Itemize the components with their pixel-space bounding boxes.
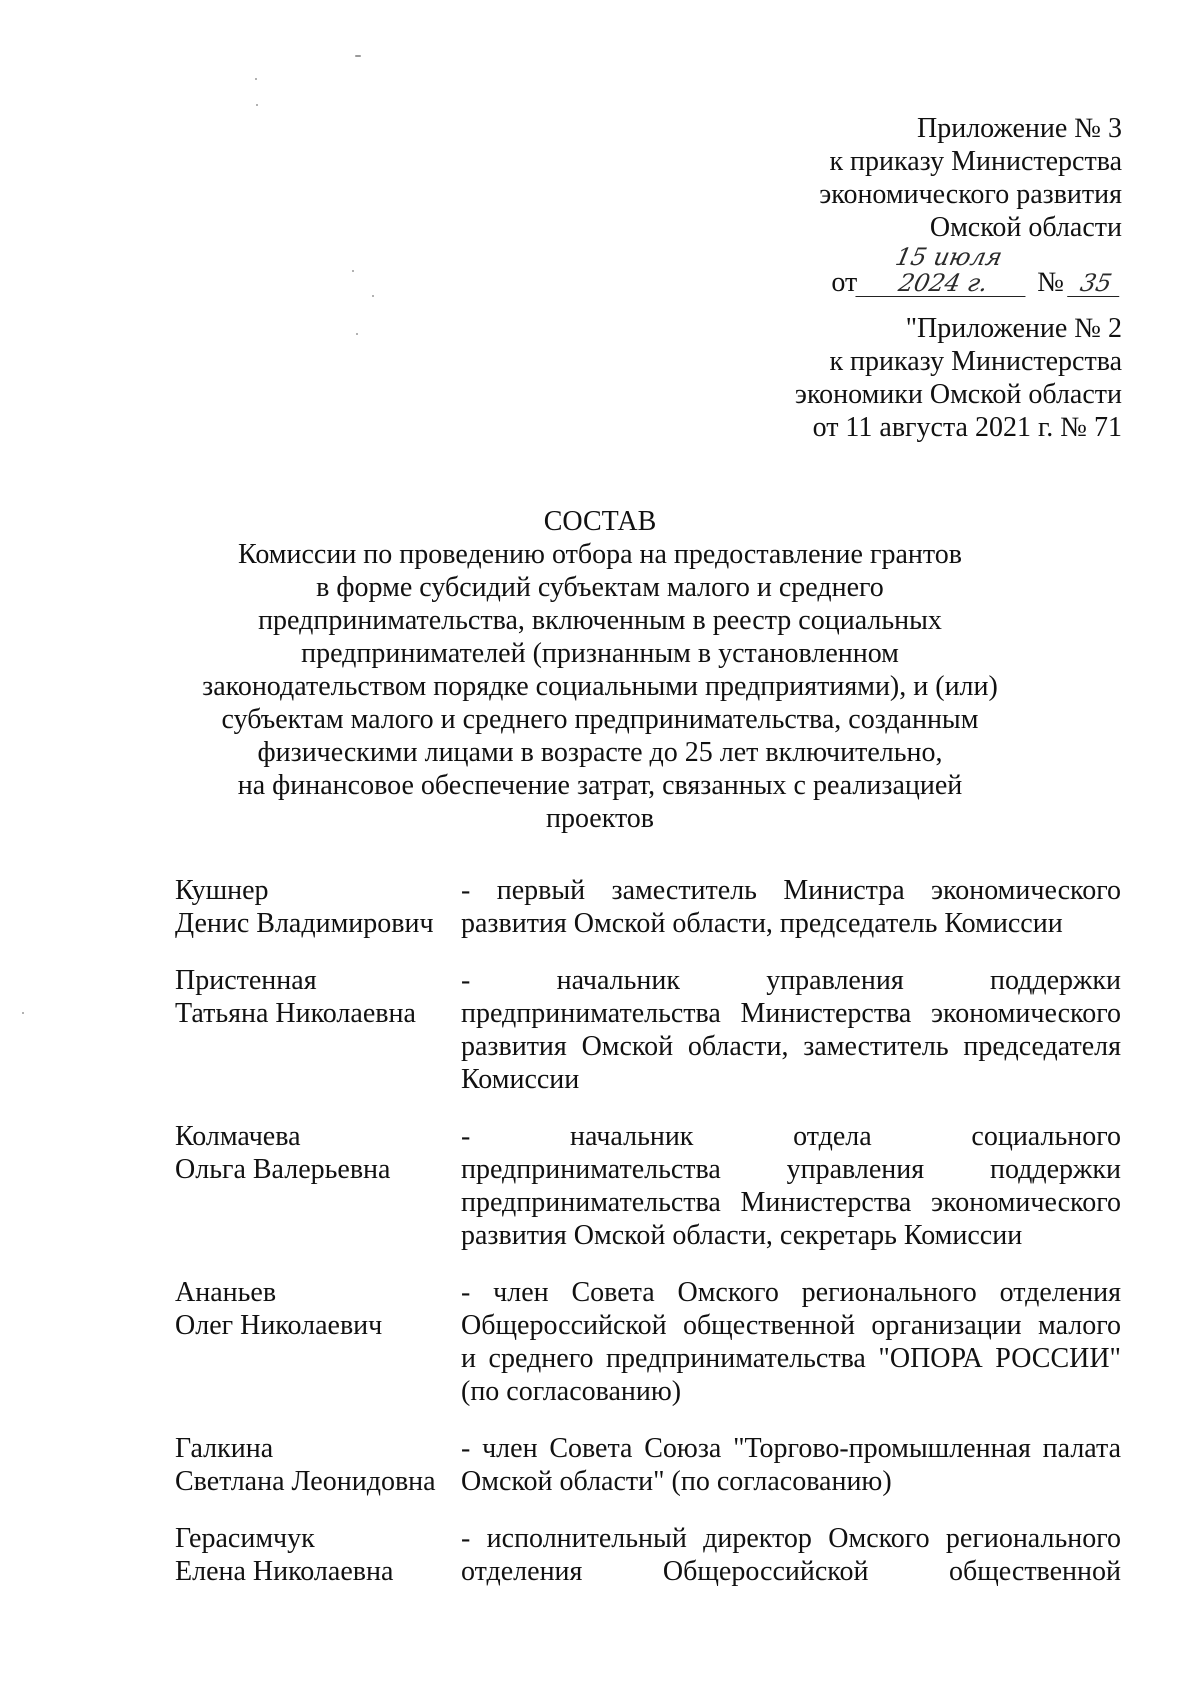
member-role-line: - начальник отдела социального xyxy=(461,1121,1121,1152)
title-line: на финансовое обеспечение затрат, связанных с реализацией xyxy=(237,770,963,801)
handwritten-date: 15 июля 2024 г. xyxy=(856,244,1037,297)
member-given-name: Ольга Валерьевна xyxy=(175,1154,391,1185)
commission-members-list xyxy=(175,874,1121,1612)
prev-appendix-ministry: экономики Омской области xyxy=(794,379,1122,410)
member-role-line: предпринимательства Министерства экономического xyxy=(461,1187,1121,1218)
appendix-order-date-line xyxy=(819,244,1122,299)
member-role-line: Омской области" (по согласованию) xyxy=(461,1466,892,1497)
member-row xyxy=(175,874,1121,940)
scan-speck xyxy=(22,1012,24,1014)
document-title xyxy=(200,505,1000,835)
member-row xyxy=(175,964,1121,1096)
scan-speck xyxy=(256,104,258,106)
member-row xyxy=(175,1432,1121,1498)
member-role-line: предпринимательства Министерства экономического xyxy=(461,998,1121,1029)
member-surname: Пристенная xyxy=(175,965,317,996)
appendix-order-ref: к приказу Министерства xyxy=(829,146,1122,177)
appendix-region: Омской области xyxy=(929,212,1122,243)
member-role-line: - член Совета Омского регионального отделения xyxy=(461,1277,1121,1308)
member-role-line: (по согласованию) xyxy=(461,1376,682,1407)
appendix-ministry: экономического развития xyxy=(819,179,1122,210)
date-prefix: от xyxy=(831,267,858,298)
member-given-name: Денис Владимирович xyxy=(175,908,434,939)
scan-speck xyxy=(355,55,361,57)
appendix-header-previous xyxy=(795,312,1122,444)
member-surname: Колмачева xyxy=(175,1121,301,1152)
member-role xyxy=(461,874,1121,940)
member-name xyxy=(175,1432,461,1498)
member-surname: Ананьев xyxy=(175,1277,277,1308)
member-row xyxy=(175,1276,1121,1408)
title-line: законодательством порядке социальными предприятиями), и (или) xyxy=(202,671,998,702)
title-line: Комиссии по проведению отбора на предоставление грантов xyxy=(238,539,962,570)
prev-appendix-number: "Приложение № 2 xyxy=(905,313,1122,344)
member-role-line: - исполнительный директор Омского регионального xyxy=(461,1523,1121,1554)
member-role xyxy=(461,964,1121,1096)
member-given-name: Олег Николаевич xyxy=(175,1310,383,1341)
member-role-line: - первый заместитель Министра экономического xyxy=(461,875,1121,906)
member-surname: Герасимчук xyxy=(175,1523,315,1554)
scan-speck xyxy=(356,333,358,335)
member-given-name: Татьяна Николаевна xyxy=(175,998,416,1029)
title-heading: СОСТАВ xyxy=(543,506,657,537)
number-prefix: № xyxy=(1037,267,1064,298)
member-role-line: Общероссийской общественной организации малого xyxy=(461,1310,1121,1341)
member-role-line: - начальник управления поддержки xyxy=(461,965,1121,996)
title-line: физическими лицами в возрасте до 25 лет включительно, xyxy=(257,737,943,768)
member-row xyxy=(175,1120,1121,1252)
member-role-line: развития Омской области, секретарь Комиссии xyxy=(461,1220,1023,1251)
member-given-name: Светлана Леонидовна xyxy=(175,1466,436,1497)
member-role xyxy=(461,1276,1121,1408)
member-role xyxy=(461,1120,1121,1252)
title-line: проектов xyxy=(545,803,655,834)
scan-speck xyxy=(352,270,354,272)
title-line: предпринимателей (признанным в установленном xyxy=(301,638,899,669)
member-surname: Кушнер xyxy=(175,875,269,906)
prev-appendix-order-ref: к приказу Министерства xyxy=(829,346,1122,377)
scan-speck xyxy=(372,295,374,297)
title-line: субъектам малого и среднего предпринимательства, созданным xyxy=(221,704,979,735)
member-role-line: развития Омской области, председатель Комиссии xyxy=(461,908,1063,939)
member-role-line: Комиссии xyxy=(461,1064,580,1095)
member-role-line: развития Омской области, заместитель председателя xyxy=(461,1031,1121,1062)
title-line: в форме субсидий субъектам малого и среднего xyxy=(316,572,884,603)
appendix-number: Приложение № 3 xyxy=(917,113,1122,144)
member-role-line: отделения Общероссийской общественной xyxy=(461,1556,1121,1587)
member-role xyxy=(461,1432,1121,1498)
member-row xyxy=(175,1522,1121,1588)
handwritten-number: 35 xyxy=(1067,270,1125,297)
member-given-name: Елена Николаевна xyxy=(175,1556,394,1587)
member-role-line: предпринимательства управления поддержки xyxy=(461,1154,1121,1185)
member-role xyxy=(461,1522,1121,1588)
member-name xyxy=(175,1276,461,1408)
member-name xyxy=(175,964,461,1096)
scan-speck xyxy=(255,78,257,80)
member-name xyxy=(175,1120,461,1252)
member-name xyxy=(175,874,461,940)
prev-appendix-date: от 11 августа 2021 г. № 71 xyxy=(812,412,1122,443)
member-name xyxy=(175,1522,461,1588)
member-surname: Галкина xyxy=(175,1433,274,1464)
title-line: предпринимательства, включенным в реестр социальных xyxy=(258,605,942,636)
appendix-header-current xyxy=(819,112,1122,299)
member-role-line: и среднего предпринимательства "ОПОРА РОССИИ" xyxy=(461,1343,1121,1374)
member-role-line: - член Совета Союза "Торгово-промышленная палата xyxy=(461,1433,1121,1464)
